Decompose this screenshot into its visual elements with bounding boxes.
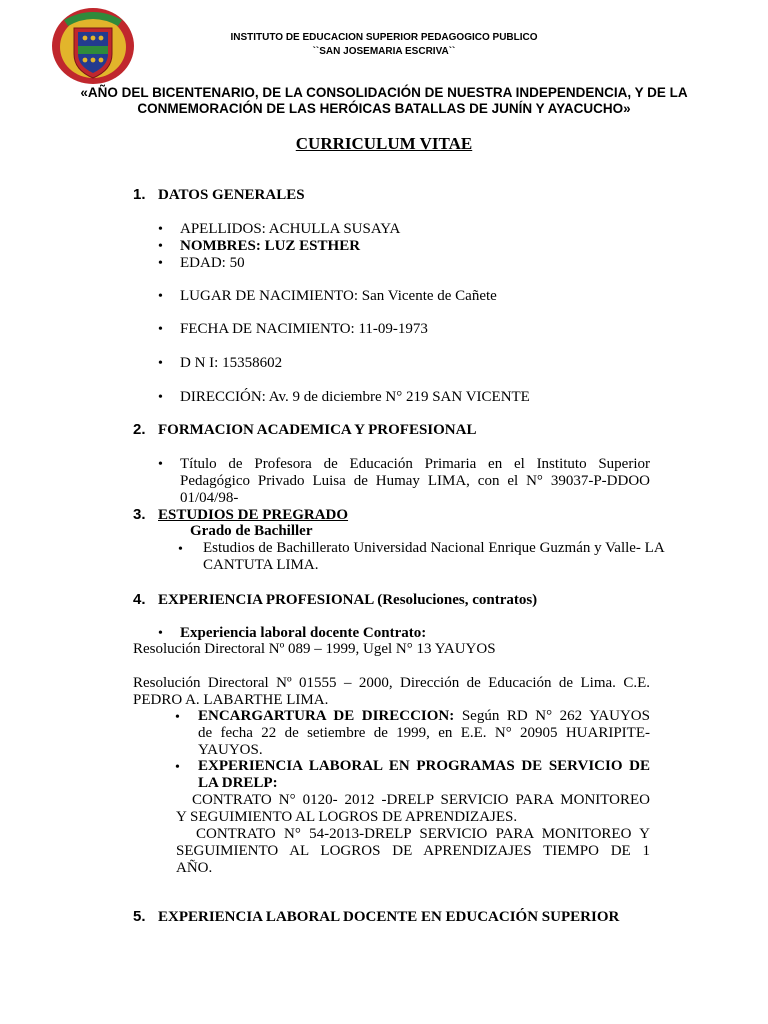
direccion-field: DIRECCIÓN: Av. 9 de diciembre N° 219 SAN VICENTE xyxy=(180,389,530,405)
titulo-line-3: 01/04/98- xyxy=(180,490,239,506)
bachillerato-line-2: CANTUTA LIMA. xyxy=(203,557,319,573)
titulo-profesora-item xyxy=(180,456,650,507)
edad-field: EDAD: 50 xyxy=(180,255,245,271)
lugar-nacimiento-field: LUGAR DE NACIMIENTO: San Vicente de Cañete xyxy=(180,288,497,304)
encargatura-line-2: de fecha 22 de setiembre de 1999, en E.E. N° 20905 HUARIPITE- xyxy=(198,725,650,741)
institution-name: INSTITUTO DE EDUCACION SUPERIOR PEDAGOGICO PUBLICO xyxy=(230,32,538,43)
bullet-icon: • xyxy=(175,710,180,725)
bullet-icon: • xyxy=(158,390,163,405)
resolucion-2-line-1: Resolución Directoral Nº 01555 – 2000, Dirección de Educación de Lima. C.E. xyxy=(133,675,650,691)
grado-bachiller-subheading: Grado de Bachiller xyxy=(190,523,313,539)
bullet-icon: • xyxy=(158,256,163,271)
contrato-54-line-1: CONTRATO N° 54-2013-DRELP SERVICIO PARA MONITOREO Y xyxy=(196,826,650,842)
bullet-icon: • xyxy=(158,239,163,254)
bullet-icon: • xyxy=(158,322,163,337)
section-5-number: 5. xyxy=(133,908,146,925)
apellidos-field: APELLIDOS: ACHULLA SUSAYA xyxy=(180,221,401,237)
bachillerato-line-1: Estudios de Bachillerato Universidad Nacional Enrique Guzmán y Valle- LA xyxy=(203,540,665,556)
bullet-icon: • xyxy=(178,542,183,557)
section-4-number: 4. xyxy=(133,591,146,608)
contrato-0120-line-2: Y SEGUIMIENTO AL LOGROS DE APRENDIZAJES. xyxy=(176,809,518,825)
contrato-0120 xyxy=(176,792,650,826)
contrato-54-line-3: AÑO. xyxy=(176,860,213,876)
nombres-field: NOMBRES: LUZ ESTHER xyxy=(180,238,361,254)
resolucion-2-line-2: PEDRO A. LABARTHE LIMA. xyxy=(133,692,329,708)
encargatura-label: ENCARGARTURA DE DIRECCION: xyxy=(198,708,455,724)
bullet-icon: • xyxy=(158,222,163,237)
section-3-heading: ESTUDIOS DE PREGRADO xyxy=(158,507,349,523)
section-1-heading: DATOS GENERALES xyxy=(158,187,305,203)
dni-field: D N I: 15358602 xyxy=(180,355,283,371)
fecha-nacimiento-field: FECHA DE NACIMIENTO: 11-09-1973 xyxy=(180,321,428,337)
contrato-heading: Experiencia laboral docente Contrato: xyxy=(180,625,427,641)
bullet-icon: • xyxy=(158,626,163,641)
contrato-54 xyxy=(176,826,650,877)
institution-subname: ``SAN JOSEMARIA ESCRIVA`` xyxy=(312,46,456,57)
drelp-heading xyxy=(198,758,650,792)
bullet-icon: • xyxy=(158,457,163,472)
section-1-number: 1. xyxy=(133,186,146,203)
page-title: CURRICULUM VITAE xyxy=(295,134,473,153)
encargatura-line-1 xyxy=(198,708,650,725)
titulo-line-2: Pedagógico Privado Luisa de Humay LIMA, con el N° 39037-P-DDOO xyxy=(180,473,650,489)
section-2-number: 2. xyxy=(133,421,146,438)
contrato-0120-line-1: CONTRATO N° 0120- 2012 -DRELP SERVICIO PARA MONITOREO xyxy=(192,792,650,808)
year-motto-line2: CONMEMORACIÓN DE LAS HERÓICAS BATALLAS DE JUNÍN Y AYACUCHO» xyxy=(137,101,631,116)
titulo-line-1: Título de Profesora de Educación Primaria en el Instituto Superior xyxy=(180,456,650,472)
drelp-line-1: EXPERIENCIA LABORAL EN PROGRAMAS DE SERVICIO DE xyxy=(198,758,650,774)
resolucion-2 xyxy=(133,675,650,709)
section-2-heading: FORMACION ACADEMICA Y PROFESIONAL xyxy=(158,422,477,438)
encargatura-line-3: YAUYOS. xyxy=(198,742,263,758)
bullet-icon: • xyxy=(175,760,180,775)
encargatura-text: Según RD N° 262 YAUYOS xyxy=(454,708,650,724)
section-4-heading: EXPERIENCIA PROFESIONAL (Resoluciones, contratos) xyxy=(158,592,538,608)
resolucion-1: Resolución Directoral Nº 089 – 1999, Ugel N° 13 YAUYOS xyxy=(133,641,496,657)
encargatura-item xyxy=(198,708,650,759)
section-3-number: 3. xyxy=(133,506,146,523)
contrato-54-line-2: SEGUIMIENTO AL LOGROS DE APRENDIZAJES TIEMPO DE 1 xyxy=(176,843,650,859)
drelp-line-2: LA DRELP: xyxy=(198,775,278,791)
section-5-heading: EXPERIENCIA LABORAL DOCENTE EN EDUCACIÓN SUPERIOR xyxy=(158,909,620,925)
bullet-icon: • xyxy=(158,289,163,304)
bullet-icon: • xyxy=(158,356,163,371)
year-motto-line1: «AÑO DEL BICENTENARIO, DE LA CONSOLIDACIÓN DE NUESTRA INDEPENDENCIA, Y DE LA xyxy=(80,85,688,100)
